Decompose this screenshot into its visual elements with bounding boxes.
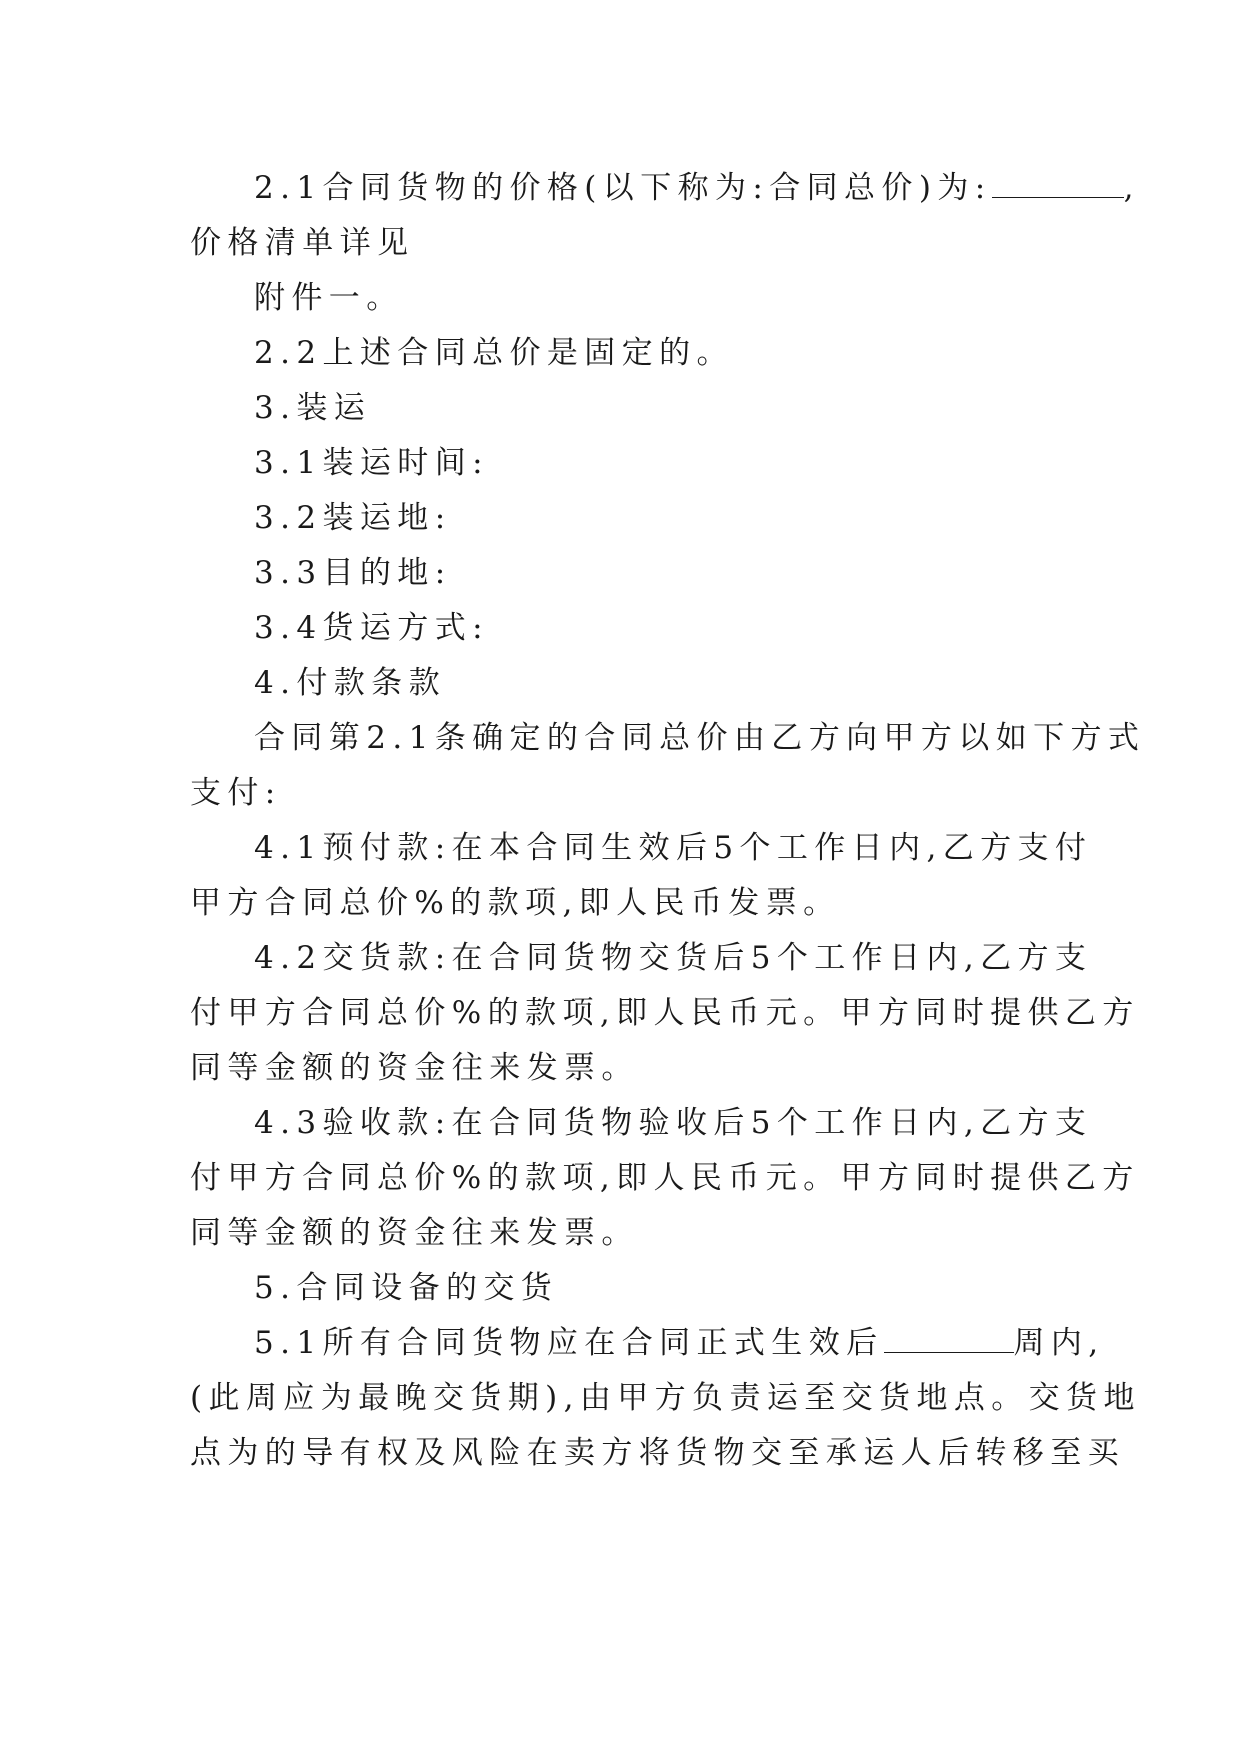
clause-4-3-line-2: 付甲方合同总价%的款项,即人民币元。甲方同时提供乙方 xyxy=(190,1160,1140,1196)
section-5-heading: 5.合同设备的交货 xyxy=(254,1270,559,1306)
clause-3-1: 3.1装运时间: xyxy=(254,445,489,481)
clause-4-2-line-2: 付甲方合同总价%的款项,即人民币元。甲方同时提供乙方 xyxy=(190,995,1140,1031)
clause-2-1-line-1 xyxy=(254,168,1140,208)
clause-4-1-line-1: 4.1预付款:在本合同生效后5个工作日内,乙方支付 xyxy=(254,830,1093,866)
clause-4-1-line-2: 甲方合同总价%的款项,即人民币发票。 xyxy=(190,885,841,921)
clause-4-3-line-3: 同等金额的资金往来发票。 xyxy=(190,1215,639,1251)
price-blank xyxy=(992,171,1124,198)
clause-3-4: 3.4货运方式: xyxy=(254,610,489,646)
clause-5-1-line-1 xyxy=(254,1323,1105,1363)
clause-3-3: 3.3目的地: xyxy=(254,555,452,591)
clause-2-1-line-3: 附件一。 xyxy=(254,280,404,316)
clause-4-3-line-1: 4.3验收款:在合同货物验收后5个工作日内,乙方支 xyxy=(254,1105,1093,1141)
clause-3-2: 3.2装运地: xyxy=(254,500,452,536)
clause-4-2-line-1: 4.2交货款:在合同货物交货后5个工作日内,乙方支 xyxy=(254,940,1093,976)
clause-4-2-line-3: 同等金额的资金往来发票。 xyxy=(190,1050,639,1086)
clause-5-1-line-3: 点为的导有权及风险在卖方将货物交至承运人后转移至买 xyxy=(190,1435,1125,1471)
clause-2-1-text: 2.1合同货物的价格(以下称为:合同总价)为: xyxy=(254,170,992,206)
payment-intro-line-1: 合同第2.1条确定的合同总价由乙方向甲方以如下方式 xyxy=(254,720,1146,756)
clause-5-1-text: 5.1所有合同货物应在合同正式生效后 xyxy=(254,1325,884,1361)
clause-2-2: 2.2上述合同总价是固定的。 xyxy=(254,335,734,371)
clause-2-1-comma: , xyxy=(1123,170,1140,206)
clause-5-1-line-2: (此周应为最晚交货期),由甲方负责运至交货地点。交货地 xyxy=(190,1380,1141,1416)
clause-5-1-suffix: 周内, xyxy=(1013,1325,1105,1361)
clause-2-1-line-2: 价格清单详见 xyxy=(190,225,415,261)
delivery-weeks-blank xyxy=(884,1326,1014,1353)
section-4-heading: 4.付款条款 xyxy=(254,665,446,701)
payment-intro-line-2: 支付: xyxy=(190,775,282,811)
section-3-heading: 3.装运 xyxy=(254,390,372,426)
